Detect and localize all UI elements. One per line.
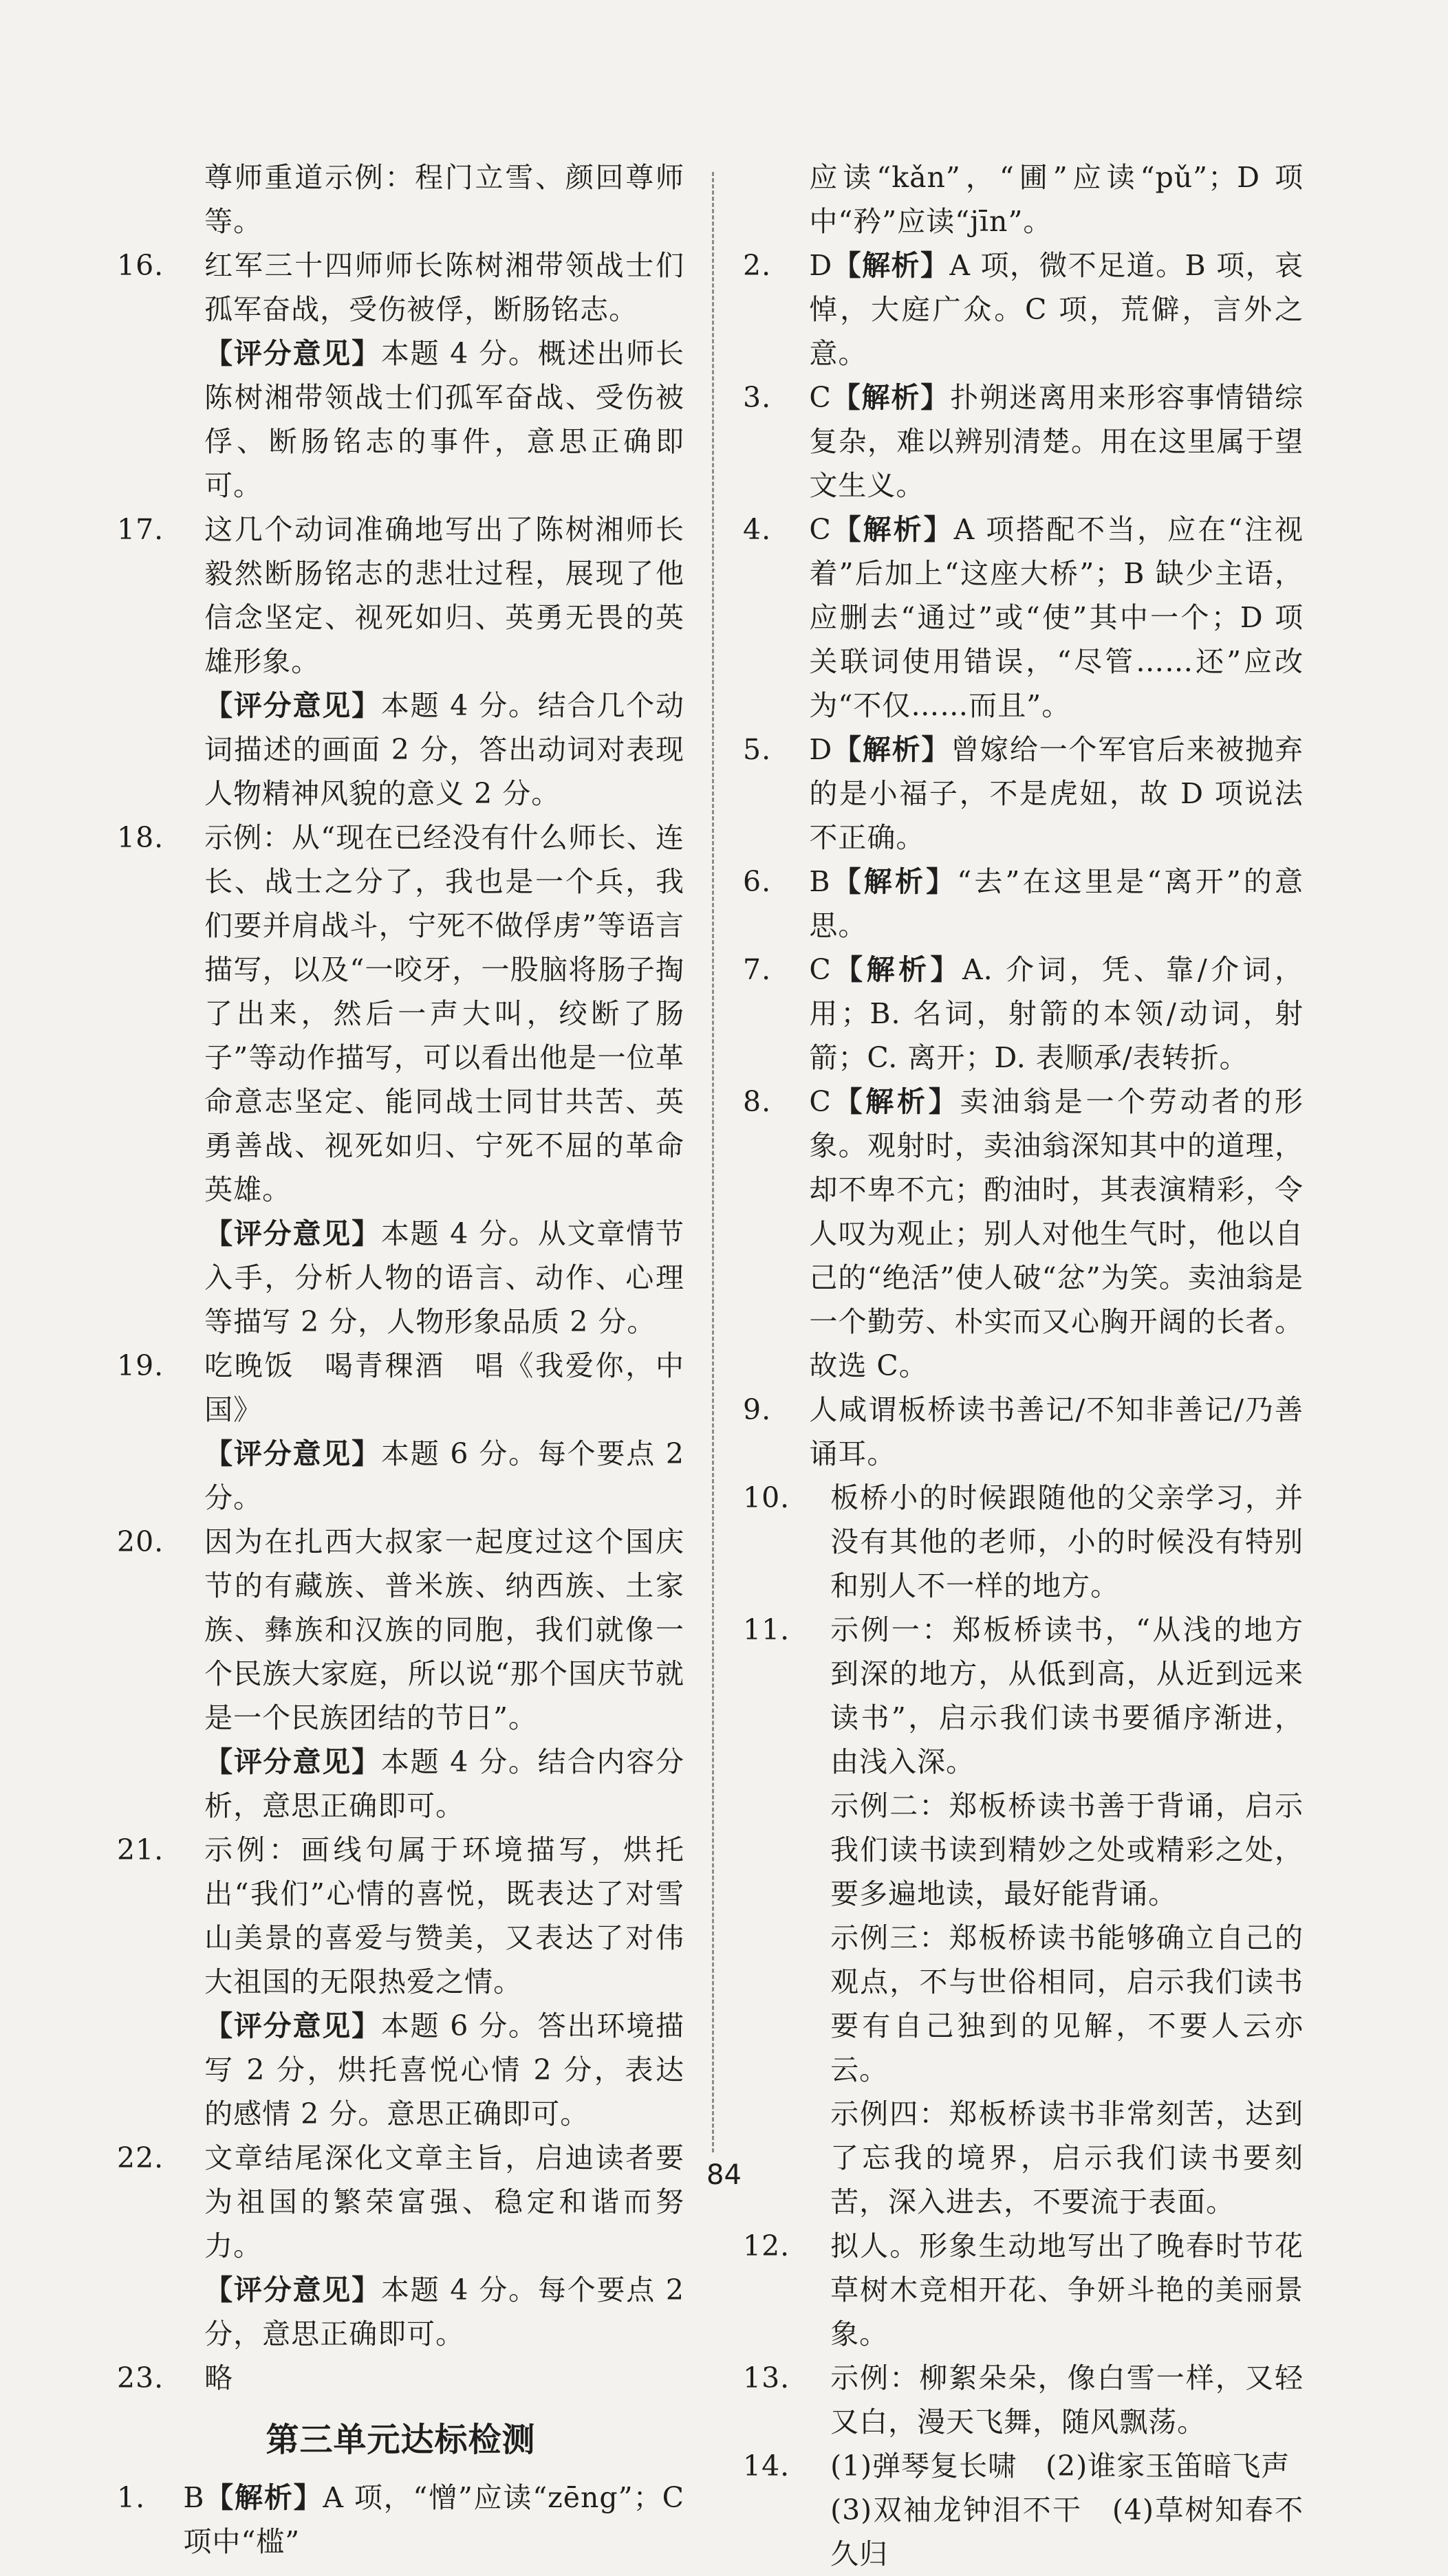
answer-text: 曾嫁给一个军官后来被抛弃的是小福子，不是虎妞，故 D 项说法不正确。: [809, 733, 1304, 854]
answer-choice: D: [809, 733, 833, 766]
section-title: 第三单元达标检测: [266, 2421, 536, 2459]
answer-20: [117, 1520, 684, 1828]
continued-text: 尊师重道示例：程门立雪、颜回尊师等。: [204, 161, 684, 238]
question-number: 3.: [743, 381, 772, 414]
answer-text: 示例：柳絮朵朵，像白雪一样，又轻又白，漫天飞舞，随风飘荡。: [830, 2361, 1304, 2438]
analysis-tag: 【解析】: [830, 865, 958, 898]
question-number: 14.: [743, 2449, 790, 2482]
answer-text: 文章结尾深化文章主旨，启迪读者要为祖国的繁荣富强、稳定和谐而努力。: [204, 2141, 684, 2262]
analysis-tag: 【解析】: [831, 513, 954, 546]
question-number: 1.: [117, 2481, 146, 2514]
answer-line: (3)双袖龙钟泪不干 (4)草树知春不久归: [830, 2493, 1304, 2570]
scoring-tag: 【评分意见】: [204, 337, 381, 370]
answer-text: A 项，微不足道。B 项，哀悼，大庭广众。C 项，荒僻，言外之意。: [809, 249, 1304, 370]
continued-text: 应读“kǎn”，“圃”应读“pǔ”；D 项中“矜”应读“jīn”。: [809, 161, 1304, 238]
scoring-tag: 【评分意见】: [204, 2009, 381, 2042]
question-number: 13.: [743, 2361, 790, 2394]
question-number: 21.: [117, 1833, 164, 1866]
question-number: 20.: [117, 1525, 164, 1558]
scoring-note: 本题 4 分。每个要点 2 分，意思正确即可。: [204, 2273, 684, 2350]
answer-17: [117, 507, 684, 816]
question-number: 4.: [743, 513, 772, 546]
scoring-note: 本题 4 分。概述出师长陈树湘带领战士们孤军奋战、受伤被俘、断肠铭志的事件，意思正确即可。: [204, 337, 684, 502]
question-number: 12.: [743, 2229, 790, 2262]
answer-16: [117, 243, 684, 507]
question-number: 16.: [117, 249, 164, 282]
answer-choice: C: [809, 381, 832, 414]
answer-9: [743, 1388, 1304, 1476]
question-number: 11.: [743, 1613, 790, 1646]
answer-text: 这几个动词准确地写出了陈树湘师长毅然断肠铭志的悲壮过程，展现了他信念坚定、视死如归、英勇无畏的英雄形象。: [204, 513, 684, 678]
answer-choice: C: [809, 513, 832, 546]
answer-choice: C: [809, 953, 832, 986]
answer-text: 卖油翁是一个劳动者的形象。观射时，卖油翁深知其中的道理，却不卑不亢；酌油时，其表演精彩，令人叹为观止；别人对他生气时，他以自己的“绝活”使人破“忿”为笑。卖油翁是一个勤劳、朴实而又心胸开阔的长者。故选 C。: [809, 1085, 1304, 1382]
answer-10: [743, 1476, 1304, 1608]
scoring-note: 本题 6 分。每个要点 2 分。: [204, 1437, 684, 1514]
answer-8: [743, 1080, 1304, 1388]
answer-12: [743, 2224, 1304, 2356]
example-2: 示例二：郑板桥读书善于背诵，启示我们读书读到精妙之处或精彩之处，要多遍地读，最好能背诵。: [830, 1789, 1304, 1910]
answer-23: [117, 2356, 684, 2400]
example-4: 示例四：郑板桥读书非常刻苦，达到了忘我的境界，启示我们读书要刻苦，深入进去，不要流于表面。: [830, 2097, 1304, 2218]
answer-4: [743, 507, 1304, 728]
answer-3: [743, 375, 1304, 507]
answer-text: 示例：画线句属于环境描写，烘托出“我们”心情的喜悦，既表达了对雪山美景的喜爱与赞美，又表达了对伟大祖国的无限热爱之情。: [204, 1833, 684, 1998]
answer-choice: C: [809, 1085, 832, 1118]
question-number: 7.: [743, 953, 772, 986]
answer-text: 红军三十四师师长陈树湘带领战士们孤军奋战，受伤被俘，断肠铭志。: [204, 249, 684, 326]
answer-text: A. 介词，凭、靠/介词，用；B. 名词，射箭的本领/动词，射箭；C. 离开；D. 表顺承/表转折。: [809, 953, 1304, 1074]
question-number: 23.: [117, 2361, 164, 2394]
question-number: 2.: [743, 249, 772, 282]
column-divider: [712, 172, 714, 2152]
question-number: 17.: [117, 513, 164, 546]
answer-11: [743, 1608, 1304, 2224]
scoring-note: 本题 4 分。从文章情节入手，分析人物的语言、动作、心理等描写 2 分，人物形象品质 2 分。: [204, 1217, 684, 1338]
answer-text: 因为在扎西大叔家一起度过这个国庆节的有藏族、普米族、纳西族、土家族、彝族和汉族的同胞，我们就像一个民族大家庭，所以说“那个国庆节就是一个民族团结的节日”。: [204, 1525, 684, 1734]
answer-5: [743, 728, 1304, 860]
answer-2: [743, 243, 1304, 375]
scoring-tag: 【评分意见】: [204, 1745, 381, 1778]
answer-text: A 项搭配不当，应在“注视着”后加上“这座大桥”；B 缺少主语，应删去“通过”或“使”其中一个；D 项关联词使用错误，“尽管……还”应改为“不仅……而且”。: [809, 513, 1304, 722]
answer-text: 板桥小的时候跟随他的父亲学习，并没有其他的老师，小的时候没有特别和别人不一样的地方。: [830, 1481, 1304, 1602]
answer-text: 示例：从“现在已经没有什么师长、连长、战士之分了，我也是一个兵，我们要并肩战斗，宁死不做俘虏”等语言描写，以及“一咬牙，一股脑将肠子掏了出来，然后一声大叫，绞断了肠子”等动作描写，可以看出他是一位革命意志坚定、能同战士同甘共苦、英勇善战、视死如归、宁死不屈的革命英雄。: [204, 821, 684, 1206]
answer-6: [743, 860, 1304, 948]
scoring-tag: 【评分意见】: [204, 2273, 381, 2306]
question-number: 5.: [743, 733, 772, 766]
answer-text: 略: [204, 2361, 234, 2394]
answer-line: (1)弹琴复长啸 (2)谁家玉笛暗飞声: [830, 2449, 1290, 2482]
example-3: 示例三：郑板桥读书能够确立自己的观点，不与世俗相同，启示我们读书要有自己独到的见解，不要人云亦云。: [830, 1921, 1304, 2086]
answer-19: [117, 1344, 684, 1520]
analysis-tag: 【解析】: [831, 1085, 960, 1118]
analysis-tag: 【解析】: [832, 733, 951, 766]
question-number: 22.: [117, 2141, 164, 2174]
answer-text: A 项，“憎”应读“zēng”；C 项中“槛”: [183, 2481, 685, 2558]
scoring-note: 本题 4 分。结合几个动词描述的画面 2 分，答出动词对表现人物精神风貌的意义 2 分。: [204, 689, 684, 810]
left-column: [117, 155, 684, 2564]
analysis-tag: 【解析】: [832, 249, 950, 282]
analysis-tag: 【解析】: [831, 381, 951, 414]
answer-text: 扑朔迷离用来形容事情错综复杂，难以辨别清楚。用在这里属于望文生义。: [809, 381, 1304, 502]
question-number: 8.: [743, 1085, 772, 1118]
scoring-note: 本题 6 分。答出环境描写 2 分，烘托喜悦心情 2 分，表达的感情 2 分。意思正确即可。: [204, 2009, 684, 2130]
answer-text: 吃晚饭 喝青稞酒 唱《我爱你，中国》: [204, 1349, 684, 1426]
answer-18: [117, 816, 684, 1344]
question-number: 18.: [117, 821, 164, 854]
question-number: 9.: [743, 1393, 772, 1426]
analysis-tag: 【解析】: [831, 953, 962, 986]
answer-text: 示例一：郑板桥读书，“从浅的地方到深的地方，从低到高，从近到远来读书”，启示我们读书要循序渐进，由浅入深。: [830, 1613, 1304, 1778]
answer-text: 拟人。形象生动地写出了晚春时节花草树木竞相开花、争妍斗艳的美丽景象。: [830, 2229, 1304, 2350]
scoring-tag: 【评分意见】: [204, 1437, 381, 1470]
answer-text: “去”在这里是“离开”的意思。: [809, 865, 1304, 942]
analysis-tag: 【解析】: [204, 2481, 323, 2514]
answer-choice: B: [809, 865, 831, 898]
question-number: 19.: [117, 1349, 164, 1382]
right-column: [743, 155, 1304, 2576]
answer-7: [743, 948, 1304, 1080]
answer-14: [743, 2444, 1304, 2576]
question-number: 10.: [743, 1481, 790, 1514]
answer-13: [743, 2356, 1304, 2444]
answer-21: [117, 1828, 684, 2136]
question-number: 6.: [743, 865, 772, 898]
answer-choice: B: [183, 2481, 205, 2514]
answer-1: [117, 2476, 684, 2564]
scoring-note: 本题 4 分。结合内容分析，意思正确即可。: [204, 1745, 684, 1822]
answer-text: 人咸谓板桥读书善记/不知非善记/乃善诵耳。: [809, 1393, 1304, 1470]
scoring-tag: 【评分意见】: [204, 689, 381, 722]
answer-choice: D: [809, 249, 833, 282]
page-number: 84: [706, 2159, 742, 2191]
scoring-tag: 【评分意见】: [204, 1217, 381, 1250]
